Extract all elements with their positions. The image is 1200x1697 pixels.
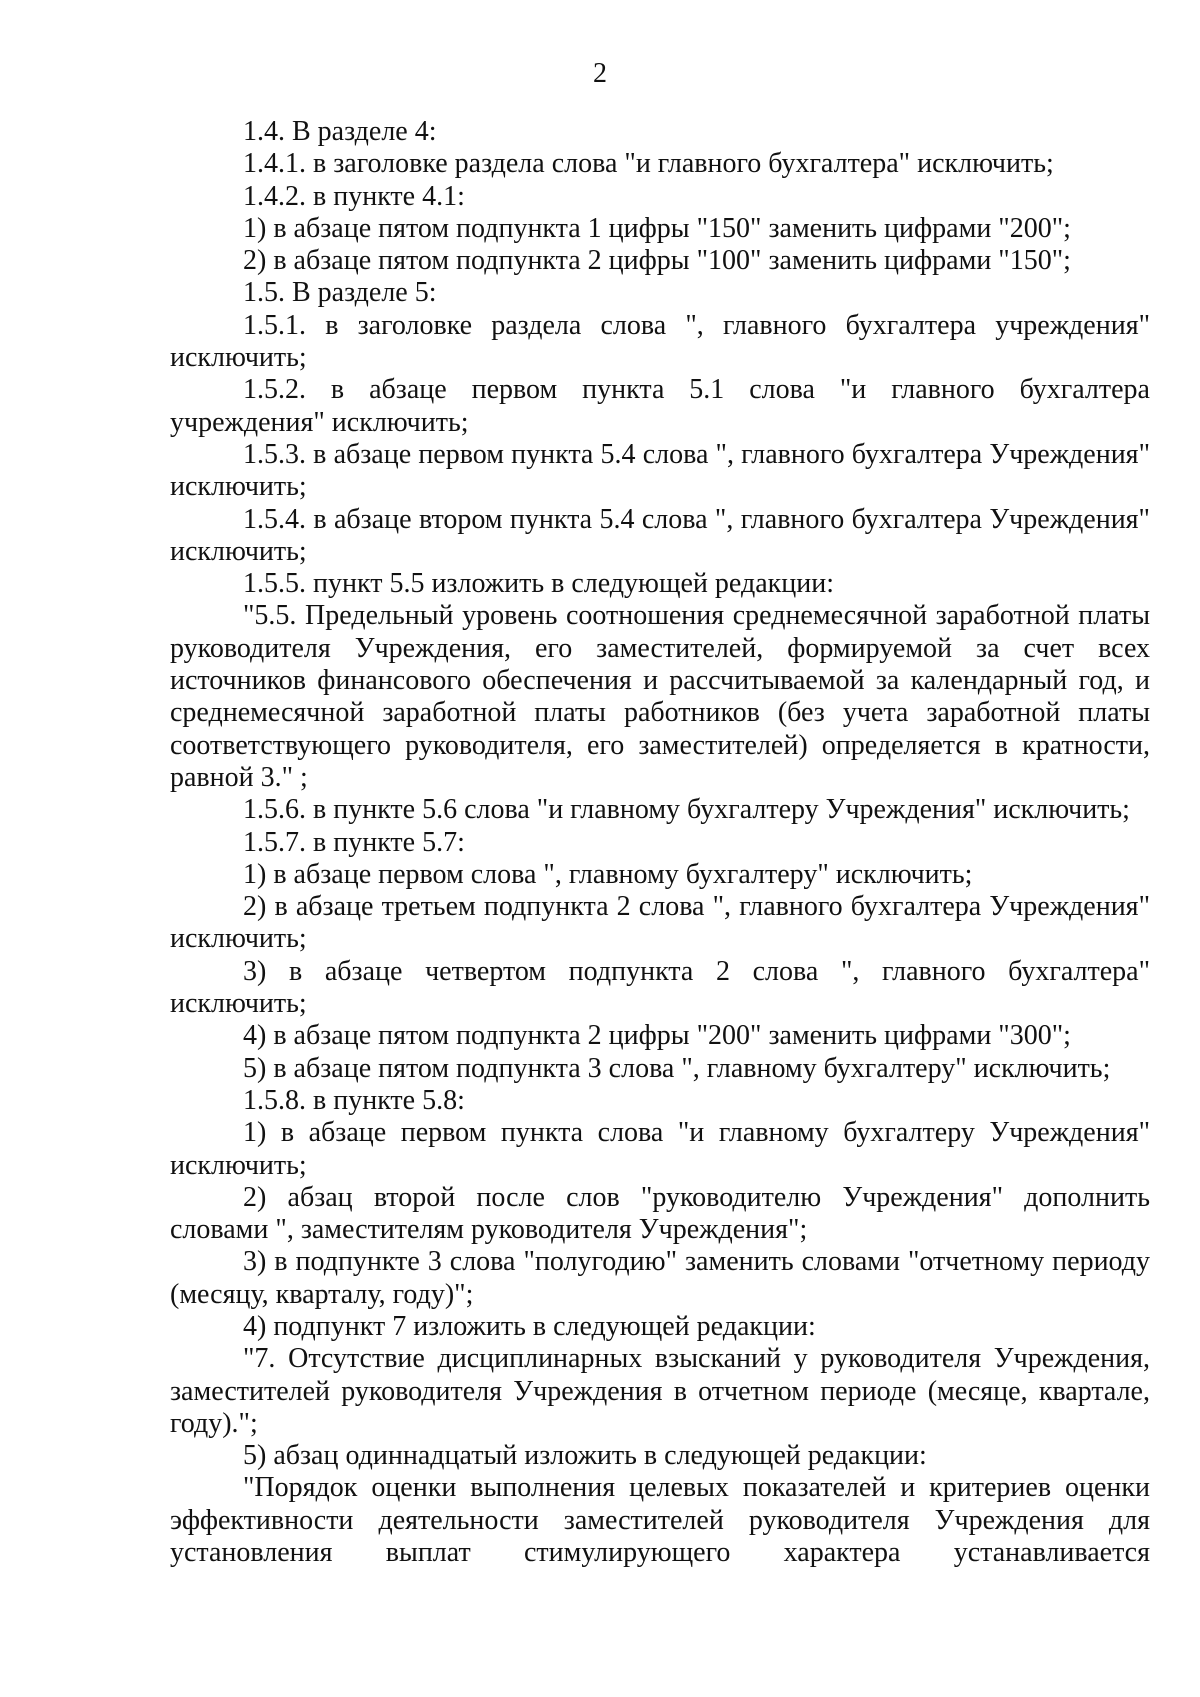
paragraph: "Порядок оценки выполнения целевых показателей и критериев оценки эффективности деятельности заместителей руководителя Учреждения для установления выплат стимулирующего характера устанавливается (170, 1472, 1150, 1569)
paragraph: 1.5.6. в пункте 5.6 слова "и главному бухгалтеру Учреждения" исключить; (243, 794, 1130, 826)
paragraph: 1.4.2. в пункте 4.1: (243, 180, 465, 212)
paragraph: 4) в абзаце пятом подпункта 2 цифры "200" заменить цифрами "300"; (243, 1020, 1071, 1052)
paragraph: 2) в абзаце пятом подпункта 2 цифры "100" заменить цифрами "150"; (243, 245, 1071, 277)
paragraph: 1.5.4. в абзаце втором пункта 5.4 слова ", главного бухгалтера Учреждения" исключить; (170, 503, 1150, 567)
paragraph: 5) абзац одиннадцатый изложить в следующей редакции: (243, 1440, 927, 1472)
page-number: 2 (593, 58, 607, 89)
paragraph: 5) в абзаце пятом подпункта 3 слова ", главному бухгалтеру" исключить; (243, 1052, 1111, 1084)
paragraph: 1) в абзаце пятом подпункта 1 цифры "150" заменить цифрами "200"; (243, 212, 1071, 244)
paragraph: 1.5.5. пункт 5.5 изложить в следующей редакции: (243, 568, 834, 600)
paragraph: 1.5.7. в пункте 5.7: (243, 826, 465, 858)
document-body (170, 116, 1150, 1569)
paragraph: 3) в абзаце четвертом подпункта 2 слова ", главного бухгалтера" исключить; (170, 955, 1150, 1020)
paragraph: "7. Отсутствие дисциплинарных взысканий у руководителя Учреждения, заместителей руководителя Учреждения в отчетном периоде (месяце, квартале, году)."; (170, 1343, 1150, 1439)
paragraph: 1.4.1. в заголовке раздела слова "и главного бухгалтера" исключить; (243, 148, 1054, 180)
paragraph: 3) в подпункте 3 слова "полугодию" заменить словами "отчетному периоду (месяцу, кварталу, году)"; (170, 1246, 1150, 1310)
paragraph: 4) подпункт 7 изложить в следующей редакции: (243, 1310, 816, 1342)
paragraph: 1) в абзаце первом слова ", главному бухгалтеру" исключить; (243, 858, 973, 890)
paragraph: 2) в абзаце третьем подпункта 2 слова ", главного бухгалтера Учреждения" исключить; (170, 891, 1150, 955)
paragraph: 2) абзац второй после слов "руководителю Учреждения" дополнить словами ", заместителям руководителя Учреждения"; (170, 1181, 1150, 1246)
paragraph: 1.5.3. в абзаце первом пункта 5.4 слова ", главного бухгалтера Учреждения" исключить; (170, 438, 1150, 503)
paragraph: 1.4. В разделе 4: (243, 116, 437, 147)
paragraph: 1.5.2. в абзаце первом пункта 5.1 слова "и главного бухгалтера учреждения" исключить; (170, 374, 1150, 438)
paragraph: 1.5. В разделе 5: (243, 277, 437, 309)
paragraph: 1.5.1. в заголовке раздела слова ", главного бухгалтера учреждения" исключить; (170, 309, 1150, 374)
paragraph: 1.5.8. в пункте 5.8: (243, 1084, 465, 1116)
paragraph: 1) в абзаце первом пункта слова "и главному бухгалтеру Учреждения" исключить; (170, 1117, 1150, 1181)
paragraph: "5.5. Предельный уровень соотношения среднемесячной заработной платы руководителя Учреждения, его заместителей, формируемой за счет всех источников финансового обеспечения и рассчитываемой за календарный год, и среднемесячной заработной платы работников (без учета заработной платы соответствующего руководителя, его заместителей) определяется в кратности, равной 3." ; (170, 600, 1150, 793)
